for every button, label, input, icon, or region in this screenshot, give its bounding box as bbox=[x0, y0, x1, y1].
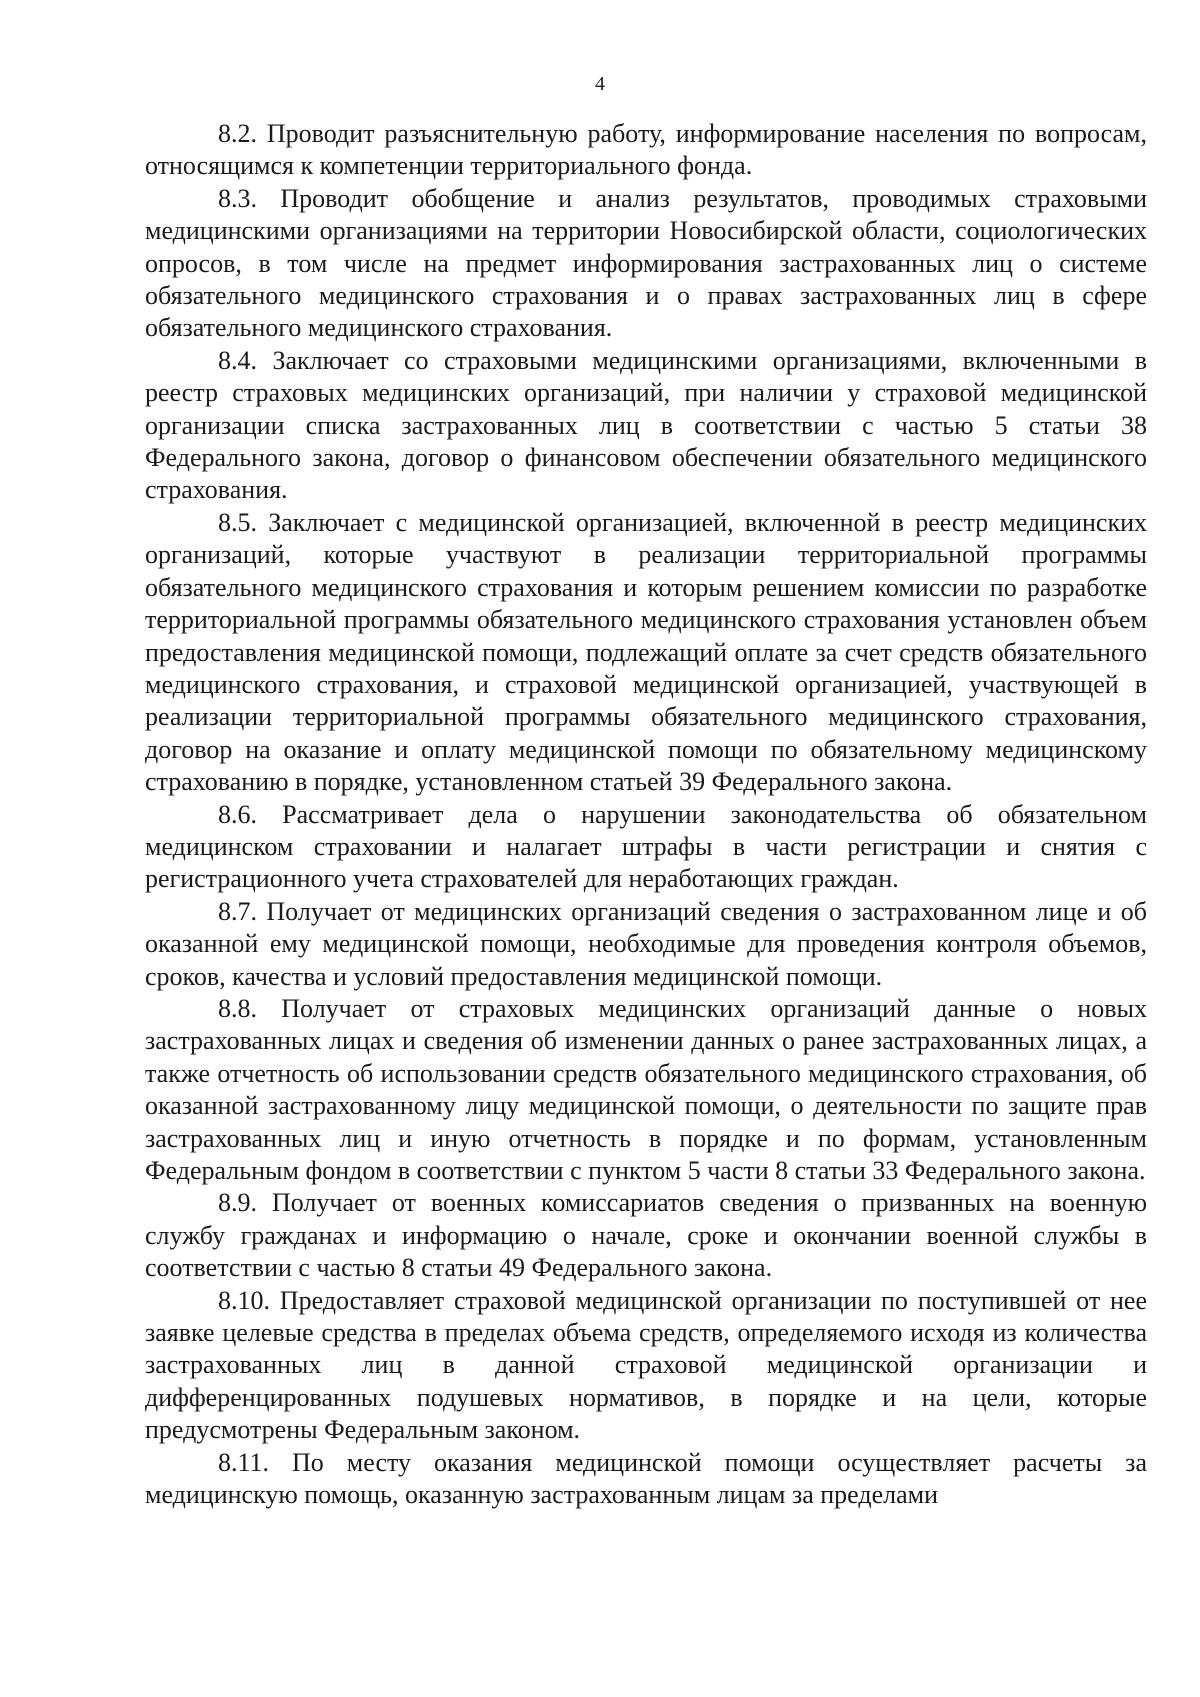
paragraph-8-11: 8.11. По месту оказания медицинской помощи осуществляет расчеты за медицинскую помощь, оказанную застрахованным лицам за пределами bbox=[145, 1447, 1147, 1510]
paragraph-8-2: 8.2. Проводит разъяснительную работу, информирование населения по вопросам, относящимся к компетенции территориального фонда. bbox=[145, 119, 1147, 181]
paragraph-8-7: 8.7. Получает от медицинских организаций сведения о застрахованном лице и об оказанной ему медицинской помощи, необходимые для проведения контроля объемов, сроков, качества и условий предоставления медицинской помощи. bbox=[145, 896, 1147, 991]
paragraph-8-6: 8.6. Рассматривает дела о нарушении законодательства об обязательном медицинском страховании и налагает штрафы в части регистрации и снятия с регистрационного учета страхователей для неработающих граждан. bbox=[145, 799, 1147, 894]
paragraph-8-9: 8.9. Получает от военных комиссариатов сведения о призванных на военную службу гражданах и информацию о начале, сроке и окончании военной службы в соответствии с частью 8 статьи 49 Федерального закона. bbox=[145, 1188, 1147, 1283]
paragraph-8-8: 8.8. Получает от страховых медицинских организаций данные о новых застрахованных лицах и сведения об изменении данных о ранее застрахованных лицах, а также отчетность об использовании средств обязательного медицинского страхования, об оказанной застрахованному лицу медицинской помощи, о деятельности по защите прав застрахованных лиц и иную отчетность в порядке и по формам, установленным Федеральным фондом в соответствии с пунктом 5 части 8 статьи 33 Федерального закона. bbox=[145, 993, 1147, 1185]
paragraph-8-3: 8.3. Проводит обобщение и анализ результатов, проводимых страховыми медицинскими организациями на территории Новосибирской области, социологических опросов, в том числе на предмет информирования застрахованных лиц о системе обязательного медицинского страхования и о правах застрахованных лиц в сфере обязательного медицинского страхования. bbox=[145, 183, 1147, 343]
paragraph-8-10: 8.10. Предоставляет страховой медицинской организации по поступившей от нее заявке целевые средства в пределах объема средств, определяемого исходя из количества застрахованных лиц в данной страховой медицинской организации и дифференцированных подушевых нормативов, в порядке и на цели, которые предусмотрены Федеральным законом. bbox=[145, 1285, 1147, 1445]
paragraph-8-5: 8.5. Заключает с медицинской организацией, включенной в реестр медицинских организаций, которые участвуют в реализации территориальной программы обязательного медицинского страхования и которым решением комиссии по разработке территориальной программы обязательного медицинского страхования установлен объем предоставления медицинской помощи, подлежащий оплате за счет средств обязательного медицинского страхования, и страховой медицинской организацией, участвующей в реализации территориальной программы обязательного медицинского страхования, договор на оказание и оплату медицинской помощи по обязательному медицинскому страхованию в порядке, установленном статьей 39 Федерального закона. bbox=[145, 507, 1147, 797]
document-body bbox=[145, 118, 1147, 1511]
paragraph-8-4: 8.4. Заключает со страховыми медицинскими организациями, включенными в реестр страховых медицинских организаций, при наличии у страховой медицинской организации списка застрахованных лиц в соответствии с частью 5 статьи 38 Федерального закона, договор о финансовом обеспечении обязательного медицинского страхования. bbox=[145, 345, 1147, 505]
page-number: 4 bbox=[595, 73, 605, 95]
